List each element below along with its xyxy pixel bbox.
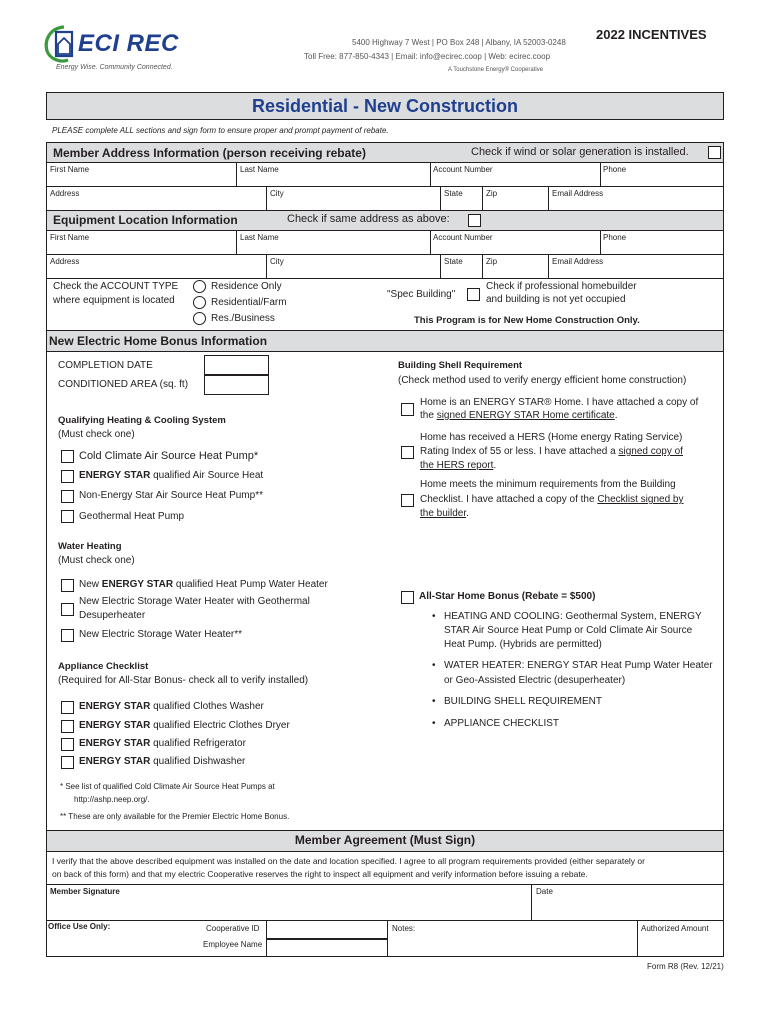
spec-building-checkbox[interactable] bbox=[467, 288, 480, 301]
appliance-checkbox[interactable] bbox=[61, 738, 74, 751]
bonus-heading: New Electric Home Bonus Information bbox=[49, 334, 268, 348]
allstar-item-text: Heat Pump. (Hybrids are permitted) bbox=[444, 639, 602, 650]
completion-date-input[interactable] bbox=[204, 355, 269, 375]
allstar-item-text: APPLIANCE CHECKLIST bbox=[444, 718, 560, 729]
allstar-item: • bbox=[432, 718, 436, 729]
equipment-last-name-label: Last Name bbox=[240, 233, 279, 242]
heating-option-label: Non-Energy Star Air Source Heat Pump** bbox=[79, 490, 263, 501]
equipment-first-name-label: First Name bbox=[50, 233, 90, 242]
water-option-label: New Electric Storage Water Heater with Geothermal bbox=[79, 596, 310, 607]
shell-option-label: Home has received a HERS (Home energy Rating Service) bbox=[420, 432, 683, 443]
water-title: Water Heating bbox=[58, 541, 122, 552]
program-note: This Program is for New Home Construction Only. bbox=[414, 315, 640, 326]
heating-option-label: Cold Climate Air Source Heat Pump* bbox=[79, 450, 259, 462]
residence-only-label: Residence Only bbox=[211, 281, 282, 292]
employee-name-field[interactable] bbox=[266, 939, 388, 957]
member-last-name-label: Last Name bbox=[240, 165, 279, 174]
shell-option-label: Home meets the minimum requirements from the Building bbox=[420, 479, 676, 490]
touchstone-label: A Touchstone Energy® Cooperative bbox=[448, 67, 544, 73]
wind-solar-checkbox[interactable] bbox=[708, 146, 721, 159]
date-label: Date bbox=[536, 887, 553, 896]
heating-option-label: ENERGY STAR qualified Air Source Heat bbox=[79, 470, 264, 481]
agreement-text-1: I verify that the above described equipment was installed on the date and location specified. I agree to all program requirements provided (either separately or bbox=[52, 856, 645, 866]
spec-building-label: "Spec Building" bbox=[387, 289, 456, 300]
logo-tagline: Energy Wise. Community Connected. bbox=[56, 64, 173, 71]
logo-text: ECI REC bbox=[78, 30, 179, 57]
coop-contact: Toll Free: 877-850-4343 | Email: info@ecirec.coop | Web: ecirec.coop bbox=[304, 52, 551, 61]
equipment-city-label: City bbox=[270, 257, 284, 266]
heating-option-checkbox[interactable] bbox=[61, 470, 74, 483]
cooperative-id-label: Cooperative ID bbox=[206, 924, 260, 933]
shell-option-label: Home is an ENERGY STAR® Home. I have attached a copy of bbox=[420, 397, 699, 408]
authorized-amount-label: Authorized Amount bbox=[641, 924, 709, 933]
appliance-label: ENERGY STAR qualified Electric Clothes Dryer bbox=[79, 720, 290, 731]
appliance-title: Appliance Checklist bbox=[58, 661, 149, 672]
heating-sub: (Must check one) bbox=[58, 429, 135, 440]
shell-sub: (Check method used to verify energy efficient home construction) bbox=[398, 375, 687, 386]
water-option-label: New Electric Storage Water Heater** bbox=[79, 629, 243, 640]
signature-field[interactable] bbox=[47, 885, 531, 919]
allstar-item: • bbox=[432, 660, 436, 671]
agreement-heading: Member Agreement (Must Sign) bbox=[294, 833, 476, 847]
allstar-title: All-Star Home Bonus (Rebate = $500) bbox=[419, 591, 596, 602]
year-label: 2022 INCENTIVES bbox=[596, 27, 707, 42]
cooperative-id-field[interactable] bbox=[266, 920, 388, 939]
water-option-label-cont: Desuperheater bbox=[79, 610, 146, 621]
appliance-label: ENERGY STAR qualified Refrigerator bbox=[79, 738, 246, 749]
form-id: Form R8 (Rev. 12/21) bbox=[647, 962, 724, 971]
res-business-label: Res./Business bbox=[211, 313, 275, 324]
water-option-checkbox[interactable] bbox=[61, 579, 74, 592]
coop-address: 5400 Highway 7 West | PO Box 248 | Albany, IA 52003-0248 bbox=[352, 38, 566, 47]
allstar-item-text: WATER HEATER: ENERGY STAR Heat Pump Water Heater bbox=[444, 660, 713, 671]
heating-option-checkbox[interactable] bbox=[61, 450, 74, 463]
appliance-label: ENERGY STAR qualified Dishwasher bbox=[79, 756, 246, 767]
allstar-item-text: or Geo-Assisted Electric (desuperheater) bbox=[444, 675, 626, 686]
member-heading: Member Address Information (person receiving rebate) bbox=[53, 146, 366, 160]
water-option-checkbox[interactable] bbox=[61, 629, 74, 642]
member-city-label: City bbox=[270, 189, 284, 198]
account-type-line2: where equipment is located bbox=[53, 295, 175, 306]
agreement-text-2: on back of this form) and that my electric Cooperative reserves the right to inspect all equipment and verify information before issuing a rebate. bbox=[52, 869, 588, 879]
water-option-checkbox[interactable] bbox=[61, 603, 74, 616]
member-first-name-label: First Name bbox=[50, 165, 90, 174]
equipment-account-label: Account Number bbox=[433, 233, 493, 242]
heating-option-checkbox[interactable] bbox=[61, 490, 74, 503]
office-use-label: Office Use Only: bbox=[48, 922, 111, 931]
footnote-1-link[interactable]: http://ashp.neep.org/. bbox=[74, 795, 150, 804]
residence-only-radio[interactable] bbox=[193, 280, 206, 293]
equipment-email-label: Email Address bbox=[552, 257, 604, 266]
professional-line2: and building is not yet occupied bbox=[486, 294, 626, 305]
shell-title: Building Shell Requirement bbox=[398, 360, 523, 371]
shell-option-label-cont: Rating Index of 55 or less. I have attached a signed copy of bbox=[420, 446, 683, 457]
member-phone-label: Phone bbox=[603, 165, 627, 174]
logo-mark-icon bbox=[42, 24, 82, 64]
heating-option-label: Geothermal Heat Pump bbox=[79, 511, 185, 522]
residential-farm-radio[interactable] bbox=[193, 296, 206, 309]
professional-line1: Check if professional homebuilder bbox=[486, 281, 637, 292]
footnote-2: ** These are only available for the Premier Electric Home Bonus. bbox=[60, 812, 290, 821]
footnote-1: * See list of qualified Cold Climate Air Source Heat Pumps at bbox=[60, 782, 275, 791]
water-sub: (Must check one) bbox=[58, 555, 135, 566]
allstar-item-text: HEATING AND COOLING: Geothermal System, ENERGY bbox=[444, 611, 702, 622]
instructions: PLEASE complete ALL sections and sign form to ensure proper and prompt payment of rebate. bbox=[52, 126, 389, 135]
shell-option-label-cont: the HERS report. bbox=[420, 460, 497, 471]
member-address-label: Address bbox=[50, 189, 80, 198]
equipment-zip-label: Zip bbox=[486, 257, 498, 266]
same-address-label: Check if same address as above: bbox=[287, 213, 450, 225]
shell-option-checkbox[interactable] bbox=[401, 494, 414, 507]
member-zip-label: Zip bbox=[486, 189, 498, 198]
heating-option-checkbox[interactable] bbox=[61, 510, 74, 523]
shell-option-label-cont: the signed ENERGY STAR Home certificate. bbox=[420, 410, 618, 421]
title-banner bbox=[46, 92, 724, 120]
signature-label: Member Signature bbox=[50, 887, 120, 896]
appliance-checkbox[interactable] bbox=[61, 756, 74, 769]
appliance-label: ENERGY STAR qualified Clothes Washer bbox=[79, 701, 264, 712]
shell-option-checkbox[interactable] bbox=[401, 403, 414, 416]
member-state-label: State bbox=[444, 189, 463, 198]
shell-option-checkbox[interactable] bbox=[401, 446, 414, 459]
allstar-checkbox[interactable] bbox=[401, 591, 414, 604]
water-option-label: New ENERGY STAR qualified Heat Pump Water Heater bbox=[79, 579, 328, 590]
eci-rec-logo bbox=[42, 22, 192, 72]
equipment-address-label: Address bbox=[50, 257, 80, 266]
member-account-label: Account Number bbox=[433, 165, 493, 174]
appliance-checkbox[interactable] bbox=[61, 720, 74, 733]
account-type-line1: Check the ACCOUNT TYPE bbox=[53, 281, 179, 292]
allstar-item-text: BUILDING SHELL REQUIREMENT bbox=[444, 696, 602, 707]
allstar-item-text: STAR Air Source Heat Pump or Cold Climate Air Source bbox=[444, 625, 693, 636]
wind-solar-label: Check if wind or solar generation is installed. bbox=[471, 146, 689, 158]
completion-date-label: COMPLETION DATE bbox=[58, 360, 153, 371]
equipment-phone-label: Phone bbox=[603, 233, 627, 242]
notes-label: Notes: bbox=[392, 924, 416, 933]
res-business-radio[interactable] bbox=[193, 312, 206, 325]
appliance-sub: (Required for All-Star Bonus- check all to verify installed) bbox=[58, 675, 309, 686]
heating-title: Qualifying Heating & Cooling System bbox=[58, 415, 226, 426]
equipment-state-label: State bbox=[444, 257, 463, 266]
page-title: Residential - New Construction bbox=[251, 96, 519, 116]
residential-farm-label: Residential/Farm bbox=[211, 297, 287, 308]
equipment-heading: Equipment Location Information bbox=[53, 213, 238, 227]
conditioned-area-input[interactable] bbox=[204, 375, 269, 395]
member-email-label: Email Address bbox=[552, 189, 604, 198]
appliance-checkbox[interactable] bbox=[61, 701, 74, 714]
shell-option-label-cont: the builder. bbox=[420, 508, 469, 519]
shell-option-label-cont: Checklist. I have attached a copy of the Checklist signed by bbox=[420, 494, 684, 505]
allstar-item: • bbox=[432, 696, 436, 707]
same-address-checkbox[interactable] bbox=[468, 214, 481, 227]
allstar-item: • bbox=[432, 611, 436, 622]
conditioned-area-label: CONDITIONED AREA (sq. ft) bbox=[58, 379, 189, 390]
employee-name-label: Employee Name bbox=[203, 940, 263, 949]
